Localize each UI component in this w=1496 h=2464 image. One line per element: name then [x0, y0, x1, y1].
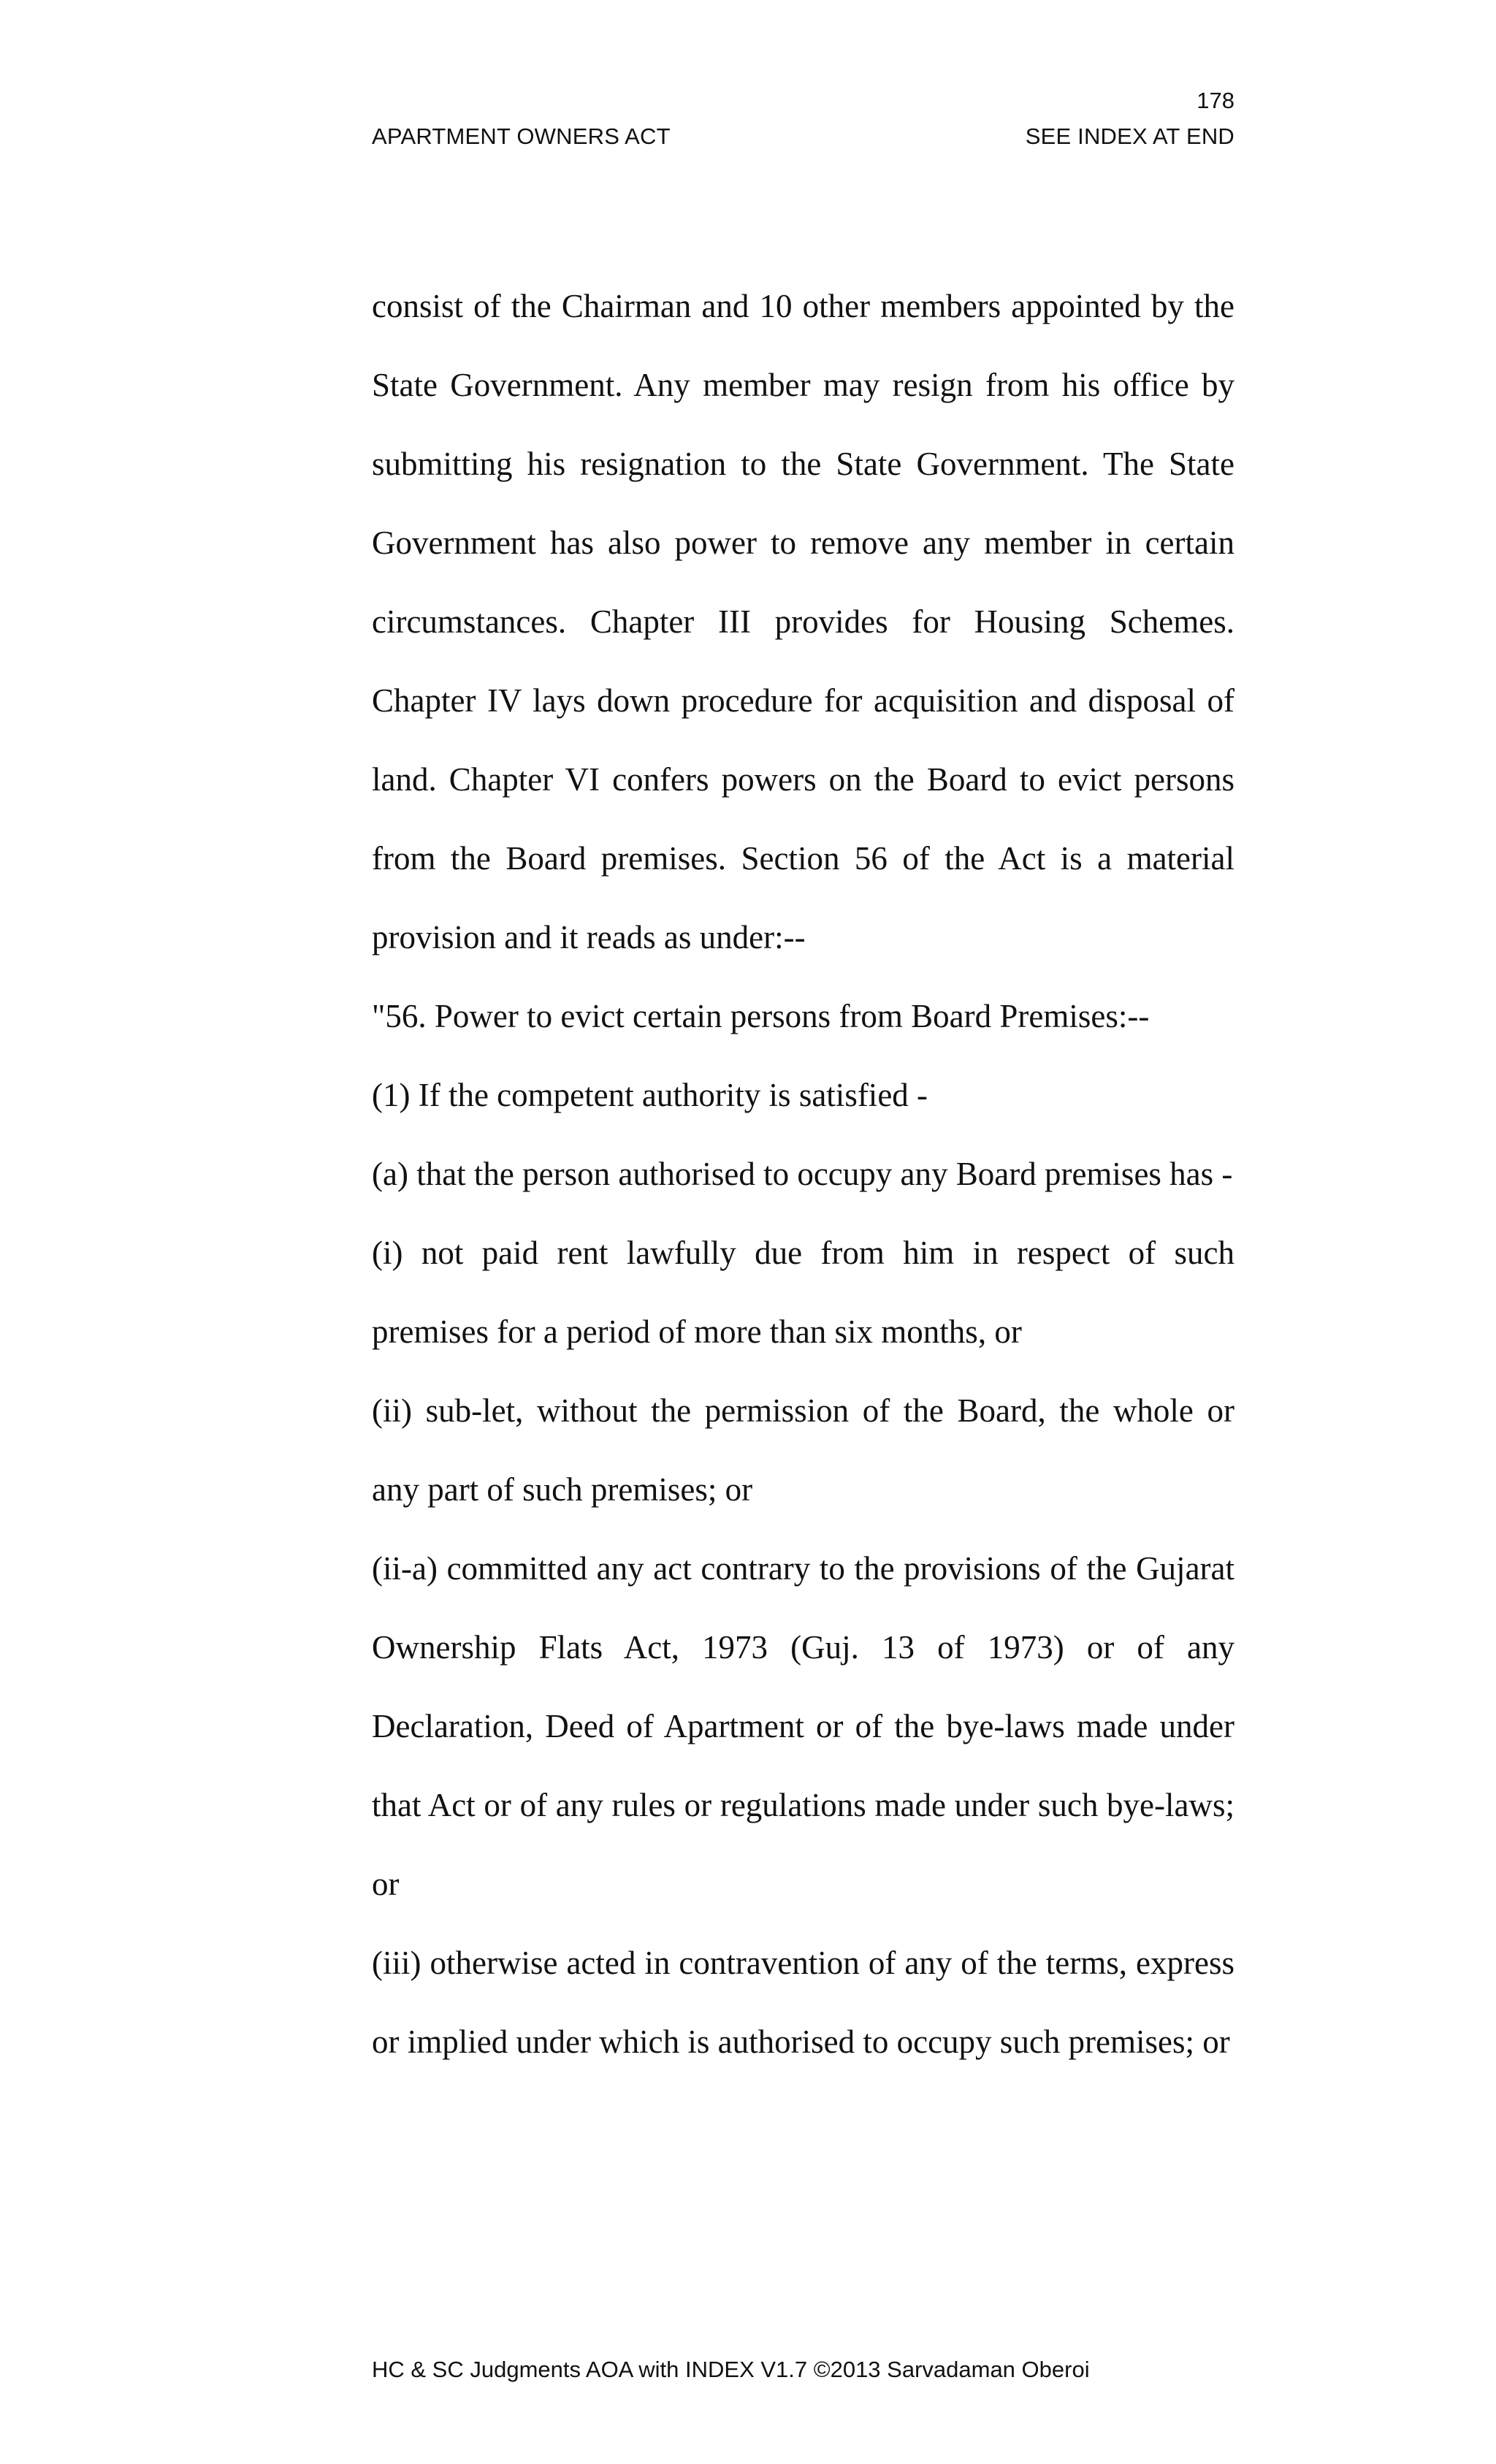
- clause-ii: (ii) sub-let, without the permission of the Board, the whole or any part of such premises; or: [372, 1392, 1234, 1508]
- body-text: [372, 267, 1234, 2081]
- page-footer: HC & SC Judgments AOA with INDEX V1.7 ©2013 Sarvadaman Oberoi: [372, 2357, 1090, 2382]
- running-header-index-note: SEE INDEX AT END: [1025, 123, 1234, 149]
- running-header-title: APARTMENT OWNERS ACT: [372, 123, 671, 149]
- page-number: 178: [1197, 88, 1234, 113]
- clause-a: (a) that the person authorised to occupy any Board premises has -: [372, 1156, 1233, 1192]
- clause-iii: (iii) otherwise acted in contravention of any of the terms, express or implied under which is authorised to occupy such premises; or: [372, 1945, 1234, 2060]
- clause-i: (i) not paid rent lawfully due from him in respect of such premises for a period of more than six months, or: [372, 1235, 1234, 1350]
- subsection-clause: (1) If the competent authority is satisfied -: [372, 1077, 928, 1113]
- clause-ii-a: (ii-a) committed any act contrary to the provisions of the Gujarat Ownership Flats Act, 1973 (Guj. 13 of 1973) or of any Declaration, Deed of Apartment or of the bye-laws made under that Act or of any rules or regulations made under such bye-laws; or: [372, 1550, 1234, 1902]
- body-paragraph: consist of the Chairman and 10 other members appointed by the State Government. Any member may resign from his office by submitting his resignation to the State Government. The State Government has also power to remove any member in certain circumstances. Chapter III provides for Housing Schemes. Chapter IV lays down procedure for acquisition and disposal of land. Chapter VI confers powers on the Board to evict persons from the Board premises. Section 56 of the Act is a material provision and it reads as under:--: [372, 288, 1234, 956]
- section-heading: "56. Power to evict certain persons from Board Premises:--: [372, 998, 1150, 1034]
